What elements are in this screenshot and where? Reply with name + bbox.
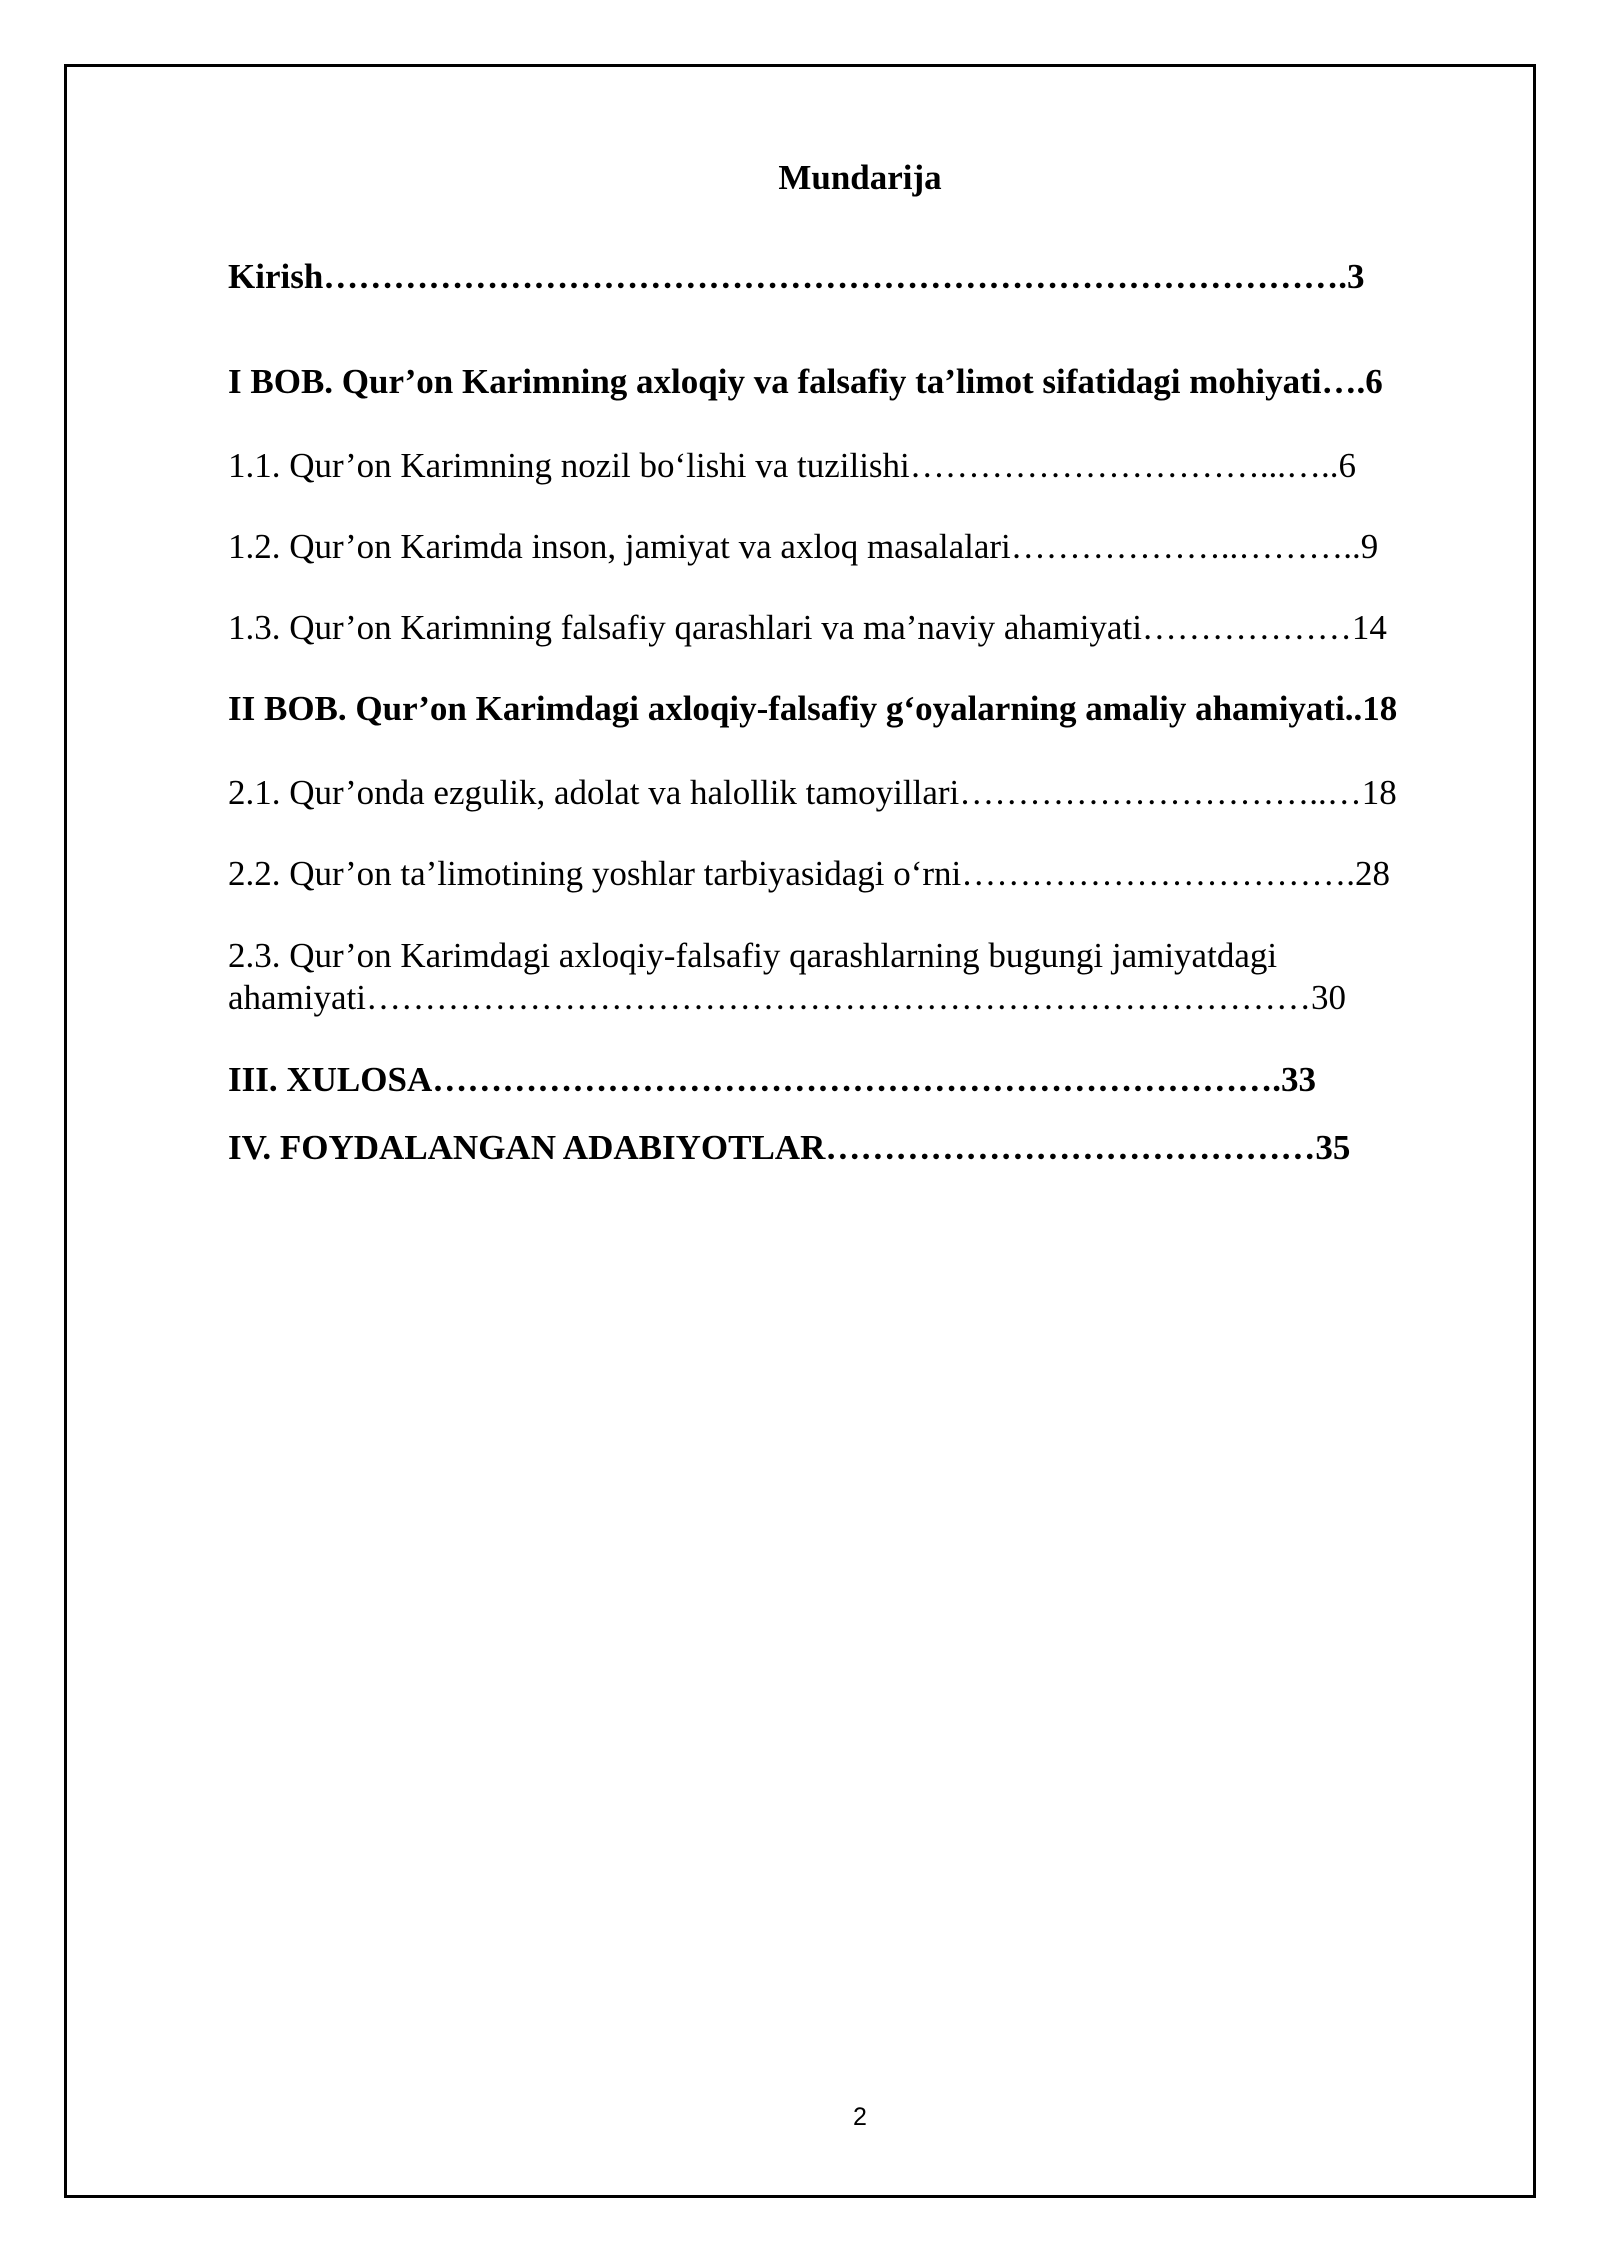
toc-entry-chapter-1: I BOB. Qur’on Karimning axloqiy va falsafiy ta’limot sifatidagi mohiyati….6	[228, 362, 1383, 401]
toc-entry-section-2-2: 2.2. Qur’on ta’limotining yoshlar tarbiyasidagi o‘rni…………………………….28	[228, 854, 1390, 893]
toc-entry-section-2-3-line1: 2.3. Qur’on Karimdagi axloqiy-falsafiy qarashlarning bugungi jamiyatdagi	[228, 936, 1278, 975]
toc-entry-section-1-2: 1.2. Qur’on Karimda inson, jamiyat va axloq masalalari………………..………..9	[228, 527, 1379, 566]
toc-entry-section-2-1: 2.1. Qur’onda ezgulik, adolat va halollik tamoyillari…………………………..…18	[228, 773, 1397, 812]
toc-entry-section-1-3: 1.3. Qur’on Karimning falsafiy qarashlari va ma’naviy ahamiyati………………14	[228, 608, 1387, 647]
toc-entry-kirish: Kirish…………………………………………………………………………….3	[228, 257, 1365, 296]
page-number: 2	[853, 2103, 867, 2131]
page-title: Mundarija	[778, 158, 942, 197]
toc-entry-xulosa: III. XULOSA……………………………………………………………….33	[228, 1060, 1316, 1099]
toc-entry-section-2-3	[228, 935, 1478, 1019]
toc-entry-adabiyotlar: IV. FOYDALANGAN ADABIYOTLAR……………………………………35	[228, 1128, 1351, 1167]
toc-entry-chapter-2: II BOB. Qur’on Karimdagi axloqiy-falsafiy g‘oyalarning amaliy ahamiyati..18	[228, 689, 1398, 728]
toc-entry-section-2-3-line2: ahamiyati………………………………………………………………………30	[228, 978, 1347, 1017]
toc-entry-section-1-1: 1.1. Qur’on Karimning nozil bo‘lishi va tuzilishi…………………………...…..6	[228, 446, 1357, 485]
